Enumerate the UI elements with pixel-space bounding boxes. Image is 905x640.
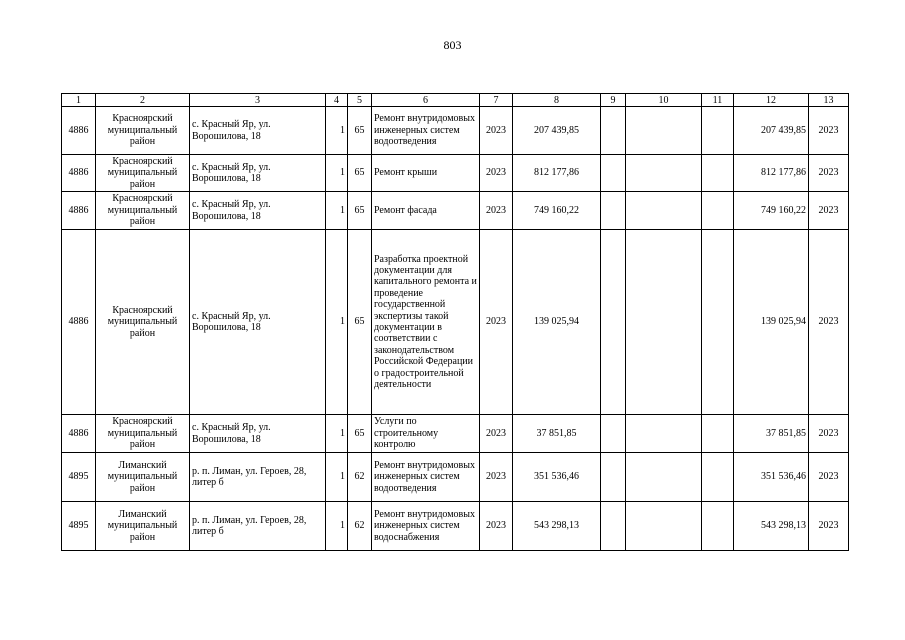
cell-address: с. Красный Яр, ул. Ворошилова, 18 (190, 192, 326, 230)
cell-col11 (702, 155, 734, 192)
column-header: 10 (626, 94, 702, 107)
table-row (62, 415, 849, 453)
cell-number: 4886 (62, 230, 96, 415)
cell-col10 (626, 453, 702, 502)
cell-col5: 65 (348, 192, 372, 230)
cell-address: с. Красный Яр, ул. Ворошилова, 18 (190, 230, 326, 415)
cell-col4: 1 (326, 453, 348, 502)
table-header (62, 94, 849, 107)
cell-col12: 207 439,85 (734, 107, 809, 155)
cell-col11 (702, 107, 734, 155)
cell-year: 2023 (480, 415, 513, 453)
cell-number: 4886 (62, 192, 96, 230)
cell-col5: 65 (348, 415, 372, 453)
cell-total-cost: 812 177,86 (513, 155, 601, 192)
column-header: 7 (480, 94, 513, 107)
cell-year: 2023 (480, 192, 513, 230)
cell-number: 4895 (62, 502, 96, 551)
cell-col5: 65 (348, 155, 372, 192)
column-header: 1 (62, 94, 96, 107)
column-header: 12 (734, 94, 809, 107)
header-row (62, 94, 849, 107)
cell-district: Красноярский муниципальный район (96, 230, 190, 415)
cell-address: р. п. Лиман, ул. Героев, 28, литер б (190, 453, 326, 502)
cell-address: с. Красный Яр, ул. Ворошилова, 18 (190, 107, 326, 155)
cell-col11 (702, 415, 734, 453)
cell-col10 (626, 502, 702, 551)
cell-work-type: Ремонт крыши (372, 155, 480, 192)
cell-total-cost: 207 439,85 (513, 107, 601, 155)
cell-col10 (626, 415, 702, 453)
table-row (62, 230, 849, 415)
cell-col12: 749 160,22 (734, 192, 809, 230)
cell-year: 2023 (480, 230, 513, 415)
cell-col13: 2023 (809, 502, 849, 551)
cell-col12: 543 298,13 (734, 502, 809, 551)
cell-col10 (626, 192, 702, 230)
cell-total-cost: 543 298,13 (513, 502, 601, 551)
cell-work-type: Услуги по строительному контролю (372, 415, 480, 453)
column-header: 3 (190, 94, 326, 107)
cell-col10 (626, 230, 702, 415)
cell-col9 (601, 192, 626, 230)
cell-address: с. Красный Яр, ул. Ворошилова, 18 (190, 155, 326, 192)
cell-number: 4886 (62, 155, 96, 192)
cell-work-type: Ремонт внутридомовых инженерных систем водоотведения (372, 453, 480, 502)
cell-col12: 812 177,86 (734, 155, 809, 192)
cell-district: Красноярский муниципальный район (96, 415, 190, 453)
cell-total-cost: 139 025,94 (513, 230, 601, 415)
cell-district: Красноярский муниципальный район (96, 192, 190, 230)
cell-total-cost: 37 851,85 (513, 415, 601, 453)
column-header: 9 (601, 94, 626, 107)
table-row (62, 155, 849, 192)
column-header: 5 (348, 94, 372, 107)
column-header: 4 (326, 94, 348, 107)
cell-col13: 2023 (809, 415, 849, 453)
column-header: 13 (809, 94, 849, 107)
cell-col11 (702, 192, 734, 230)
cell-col5: 65 (348, 230, 372, 415)
cell-col13: 2023 (809, 453, 849, 502)
cell-address: р. п. Лиман, ул. Героев, 28, литер б (190, 502, 326, 551)
cell-col5: 62 (348, 502, 372, 551)
cell-district: Красноярский муниципальный район (96, 107, 190, 155)
cell-total-cost: 351 536,46 (513, 453, 601, 502)
cell-number: 4895 (62, 453, 96, 502)
cell-work-type: Ремонт фасада (372, 192, 480, 230)
cell-col4: 1 (326, 192, 348, 230)
cell-col9 (601, 155, 626, 192)
cell-year: 2023 (480, 107, 513, 155)
table-row (62, 502, 849, 551)
cell-col9 (601, 453, 626, 502)
cell-col9 (601, 502, 626, 551)
cell-district: Красноярский муниципальный район (96, 155, 190, 192)
cell-col13: 2023 (809, 230, 849, 415)
column-header: 6 (372, 94, 480, 107)
cell-work-type: Разработка проектной документации для капитального ремонта и проведение государственной экспертизы такой документации в соответствии с законодательством Российской Федерации о градостроительной деятельности (372, 230, 480, 415)
cell-col11 (702, 502, 734, 551)
cell-col9 (601, 230, 626, 415)
cell-year: 2023 (480, 155, 513, 192)
column-header: 11 (702, 94, 734, 107)
cell-number: 4886 (62, 415, 96, 453)
cell-col10 (626, 155, 702, 192)
column-header: 2 (96, 94, 190, 107)
table-row (62, 192, 849, 230)
cell-col13: 2023 (809, 107, 849, 155)
cell-number: 4886 (62, 107, 96, 155)
cell-col9 (601, 415, 626, 453)
cell-col11 (702, 453, 734, 502)
cell-col4: 1 (326, 230, 348, 415)
cell-address: с. Красный Яр, ул. Ворошилова, 18 (190, 415, 326, 453)
cell-col4: 1 (326, 155, 348, 192)
cell-col12: 351 536,46 (734, 453, 809, 502)
cell-col4: 1 (326, 415, 348, 453)
cell-work-type: Ремонт внутридомовых инженерных систем водоснабжения (372, 502, 480, 551)
cell-col13: 2023 (809, 155, 849, 192)
cell-col12: 37 851,85 (734, 415, 809, 453)
cell-col5: 65 (348, 107, 372, 155)
cell-district: Лиманский муниципальный район (96, 502, 190, 551)
cell-district: Лиманский муниципальный район (96, 453, 190, 502)
cell-col11 (702, 230, 734, 415)
cell-total-cost: 749 160,22 (513, 192, 601, 230)
table-body (62, 107, 849, 551)
table-row (62, 453, 849, 502)
cell-year: 2023 (480, 453, 513, 502)
cell-year: 2023 (480, 502, 513, 551)
cell-col13: 2023 (809, 192, 849, 230)
capital-repair-table (61, 93, 849, 551)
cell-col4: 1 (326, 502, 348, 551)
cell-col9 (601, 107, 626, 155)
cell-col5: 62 (348, 453, 372, 502)
cell-work-type: Ремонт внутридомовых инженерных систем водоотведения (372, 107, 480, 155)
table-row (62, 107, 849, 155)
cell-col10 (626, 107, 702, 155)
cell-col12: 139 025,94 (734, 230, 809, 415)
cell-col4: 1 (326, 107, 348, 155)
column-header: 8 (513, 94, 601, 107)
page-number: 803 (443, 38, 462, 52)
